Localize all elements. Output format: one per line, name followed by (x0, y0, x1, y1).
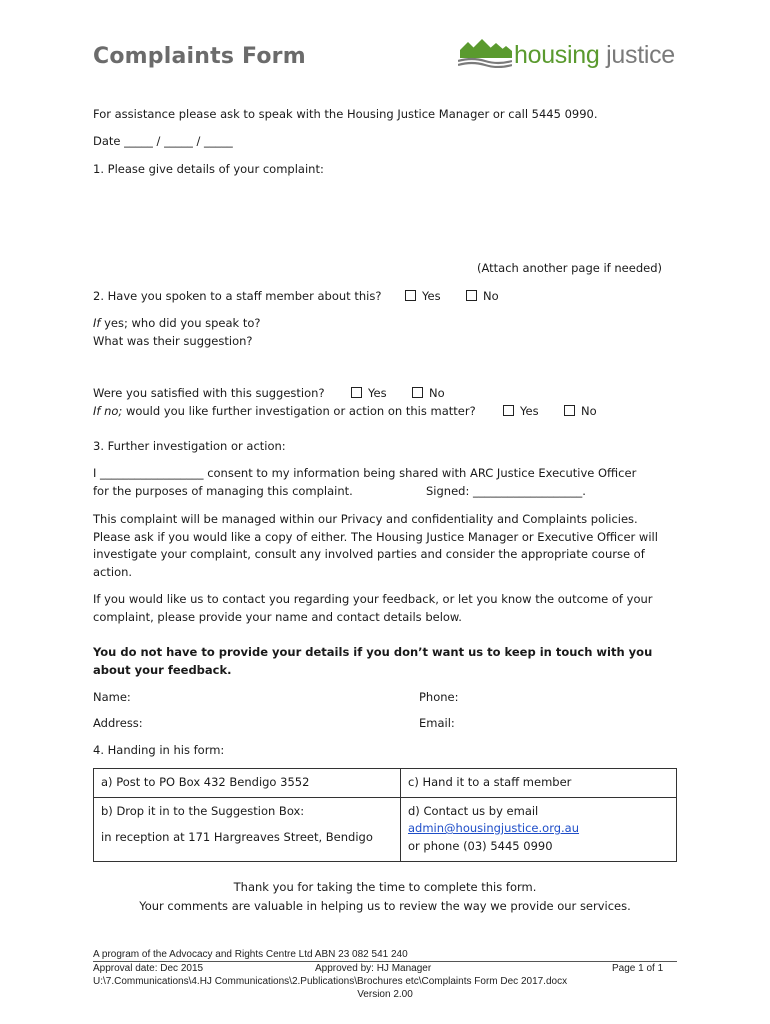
further-no-option[interactable] (564, 404, 597, 418)
further-yes-label: Yes (520, 404, 539, 418)
policy-paragraph: This complaint will be managed within our Privacy and confidentiality and Complaints policies. Please ask if you would like a copy of either. The Housing Justice Manager or Executive Officer will investigate your complaint, consult any involved parties and consider the appropriate course of action. (93, 512, 658, 579)
page-title: Complaints Form (93, 44, 306, 69)
further-yes-option[interactable] (503, 404, 539, 418)
further-yes-checkbox[interactable] (503, 405, 514, 416)
houses-icon (458, 38, 512, 68)
q1-label: 1. Please give details of your complaint: (93, 162, 324, 176)
date-field[interactable]: Date _____ / _____ / _____ (93, 134, 233, 148)
if-yes-prefix: If (93, 316, 101, 330)
contact-email-line: d) Contact us by email (408, 803, 539, 818)
q2-yes-label: Yes (422, 289, 441, 303)
q3-label: 3. Further investigation or action: (93, 439, 286, 453)
suggestion-box-line-2: in reception at 171 Hargreaves Street, Bendigo (101, 830, 373, 844)
satisfied-yes-label: Yes (368, 386, 387, 400)
housing-justice-logo (458, 38, 698, 78)
further-no-label: No (581, 404, 597, 418)
q2-yes-option[interactable] (405, 289, 441, 303)
if-yes-text: yes; who did you speak to? (100, 316, 261, 330)
email-link[interactable]: admin@housingjustice.org.au (408, 821, 580, 835)
if-no-text: would you like further investigation or action on this matter? (122, 404, 476, 418)
thanks-line-1: Thank you for taking the time to complete this form. (233, 880, 537, 894)
if-yes-line (93, 316, 261, 330)
suggestion-box-line-1: b) Drop it in to the Suggestion Box: (101, 803, 305, 818)
signed-field[interactable]: Signed: ___________________. (426, 484, 586, 498)
complaint-details-area[interactable] (93, 180, 677, 258)
thanks-line-2: Your comments are valuable in helping us to review the way we provide our services. (139, 899, 631, 913)
logo-word-justice: justice (606, 41, 675, 69)
handin-options-table (93, 768, 677, 862)
email-field[interactable]: Email: (419, 716, 455, 730)
q2-label: 2. Have you spoken to a staff member about this? (93, 289, 382, 303)
satisfied-yes-option[interactable] (351, 386, 387, 400)
footer-version: Version 2.00 (357, 989, 413, 1000)
footer-page-number: Page 1 of 1 (612, 963, 664, 974)
name-field[interactable]: Name: (93, 690, 131, 704)
consent-line-2: for the purposes of managing this complaint. (93, 484, 353, 498)
phone-field[interactable]: Phone: (419, 690, 459, 704)
satisfied-yes-checkbox[interactable] (351, 387, 362, 398)
footer-divider (93, 961, 677, 962)
contact-phone-line: or phone (03) 5445 0990 (408, 838, 553, 853)
option-hand: c) Hand it to a staff member (401, 769, 677, 798)
footer-program: A program of the Advocacy and Rights Centre Ltd ABN 23 082 541 240 (93, 949, 408, 960)
suggestion-label: What was their suggestion? (93, 334, 253, 348)
footer-file-path: U:\7.Communications\4.HJ Communications\2.Publications\Brochures etc\Complaints Form Dec 2017.docx (93, 976, 568, 987)
attach-note: (Attach another page if needed) (477, 261, 662, 275)
satisfied-label: Were you satisfied with this suggestion? (93, 386, 325, 400)
satisfied-no-label: No (429, 386, 445, 400)
further-no-checkbox[interactable] (564, 405, 575, 416)
footer-approval-date: Approval date: Dec 2015 (93, 963, 204, 974)
logo-wordmark (514, 41, 675, 70)
logo-word-housing: housing (514, 41, 600, 69)
q2-yes-checkbox[interactable] (405, 290, 416, 301)
if-no-prefix: If no; (93, 404, 123, 418)
satisfied-no-checkbox[interactable] (412, 387, 423, 398)
consent-line-1[interactable]: I __________________ consent to my information being shared with ARC Justice Executive Officer (93, 466, 637, 480)
satisfied-no-option[interactable] (412, 386, 445, 400)
if-no-line (93, 404, 476, 418)
q4-label: 4. Handing in his form: (93, 743, 225, 757)
address-field[interactable]: Address: (93, 716, 143, 730)
optional-details-note: You do not have to provide your details if you don’t want us to keep in touch with you about your feedback. (93, 645, 653, 677)
q2-no-label: No (483, 289, 499, 303)
option-contact (401, 797, 677, 861)
footer-approved-by: Approved by: HJ Manager (315, 963, 432, 974)
option-suggestion-box (94, 797, 401, 861)
q2-no-checkbox[interactable] (466, 290, 477, 301)
intro-text: For assistance please ask to speak with the Housing Justice Manager or call 5445 0990. (93, 107, 598, 121)
contact-paragraph: If you would like us to contact you regarding your feedback, or let you know the outcome of your complaint, please provide your name and contact details below. (93, 592, 653, 624)
q2-no-option[interactable] (466, 289, 499, 303)
option-post: a) Post to PO Box 432 Bendigo 3552 (94, 769, 401, 798)
